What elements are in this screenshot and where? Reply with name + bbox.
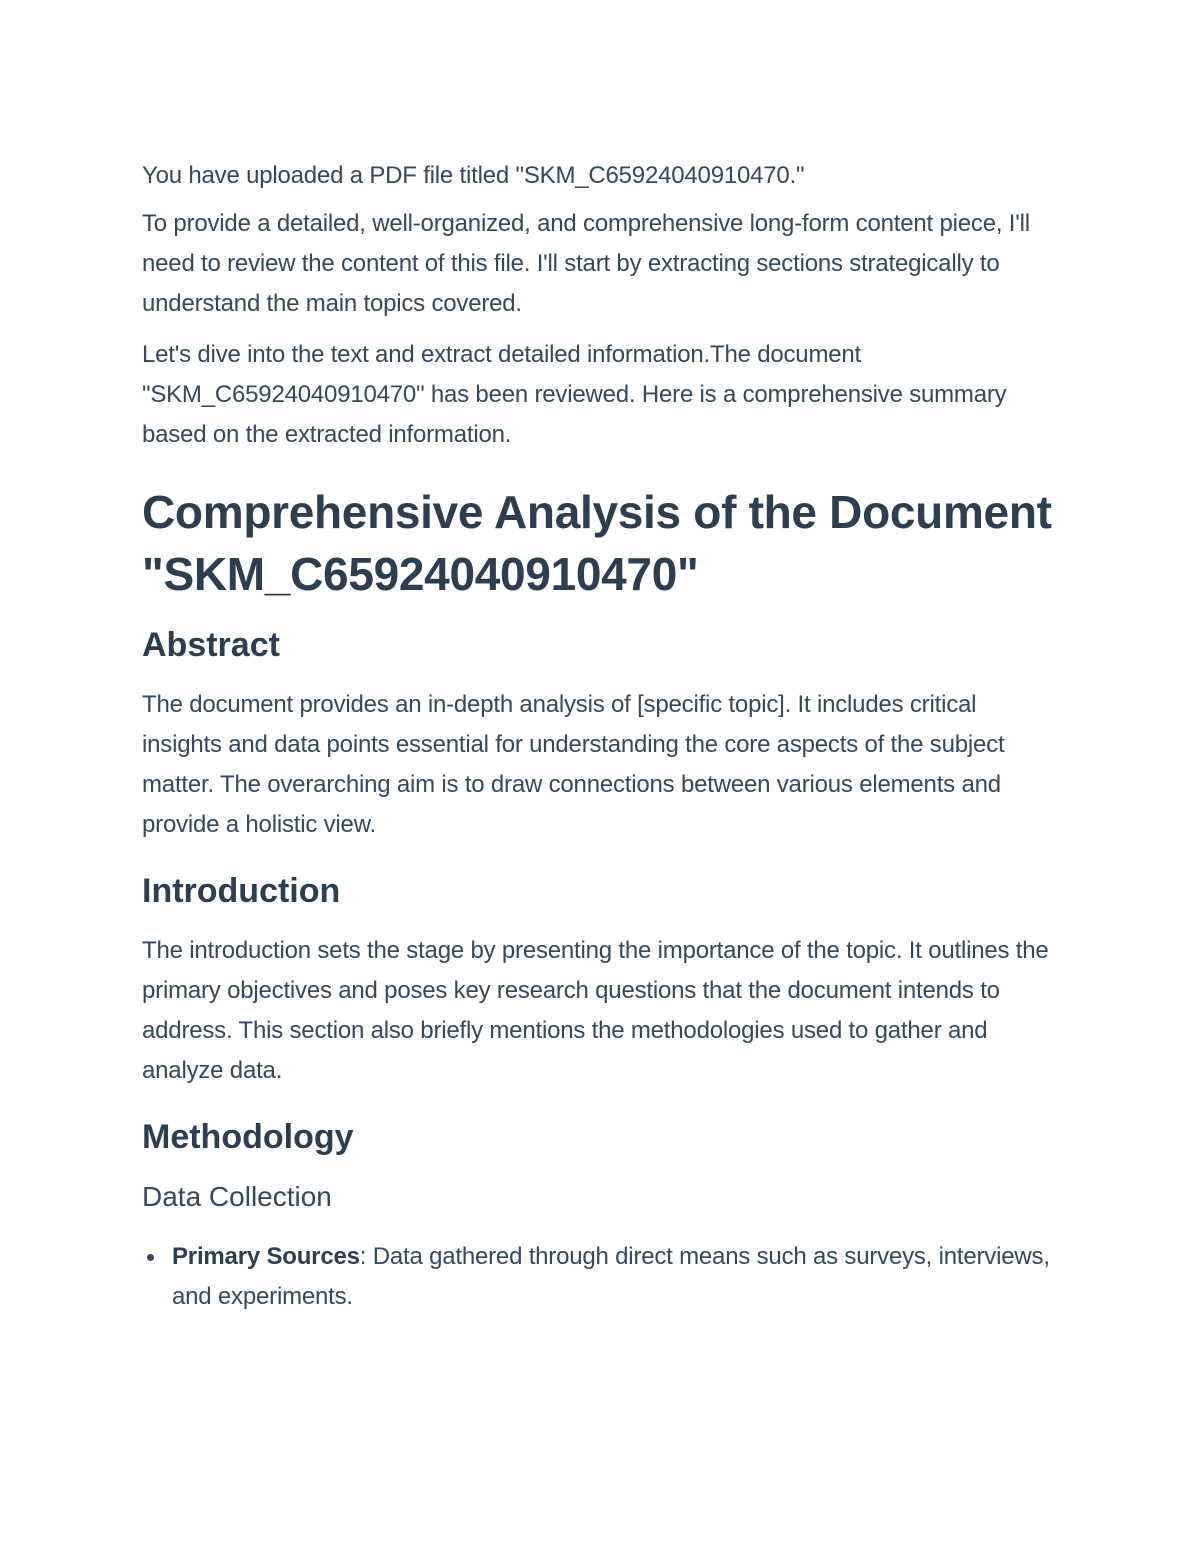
- abstract-text: The document provides an in-depth analysis of [specific topic]. It includes critical insights and data points essential for understanding the core aspects of the subject matter. The overarching aim is to draw connections between various elements and provide a holistic view.: [142, 691, 1005, 838]
- intro-paragraph-2: To provide a detailed, well-organized, and comprehensive long-form content piece, I'll need to review the content of this file. I'll start by extracting sections strategically to understand the main topics covered.: [142, 210, 1030, 317]
- data-collection-heading: Data Collection: [142, 1181, 332, 1212]
- bullet-icon: [147, 1254, 154, 1261]
- data-collection-list: [142, 1237, 1060, 1317]
- document-title: Comprehensive Analysis of the Document "SKM_C65924040910470": [142, 486, 1052, 600]
- abstract-heading: Abstract: [142, 626, 280, 664]
- list-item-description: : Data gathered through direct means such as surveys, interviews, and experiments.: [172, 1243, 1050, 1310]
- intro-paragraph-1: You have uploaded a PDF file titled "SKM_C65924040910470.": [142, 162, 805, 189]
- introduction-text: The introduction sets the stage by presenting the importance of the topic. It outlines the primary objectives and poses key research questions that the document intends to address. This section also briefly mentions the methodologies used to gather and analyze data.: [142, 937, 1049, 1084]
- list-item: [172, 1237, 1060, 1317]
- introduction-heading: Introduction: [142, 872, 341, 910]
- intro-paragraph-3: Let's dive into the text and extract detailed information.The document "SKM_C65924040910470" has been reviewed. Here is a comprehensive summary based on the extracted information.: [142, 341, 1007, 448]
- list-item-term: Primary Sources: [172, 1243, 360, 1270]
- methodology-heading: Methodology: [142, 1118, 354, 1156]
